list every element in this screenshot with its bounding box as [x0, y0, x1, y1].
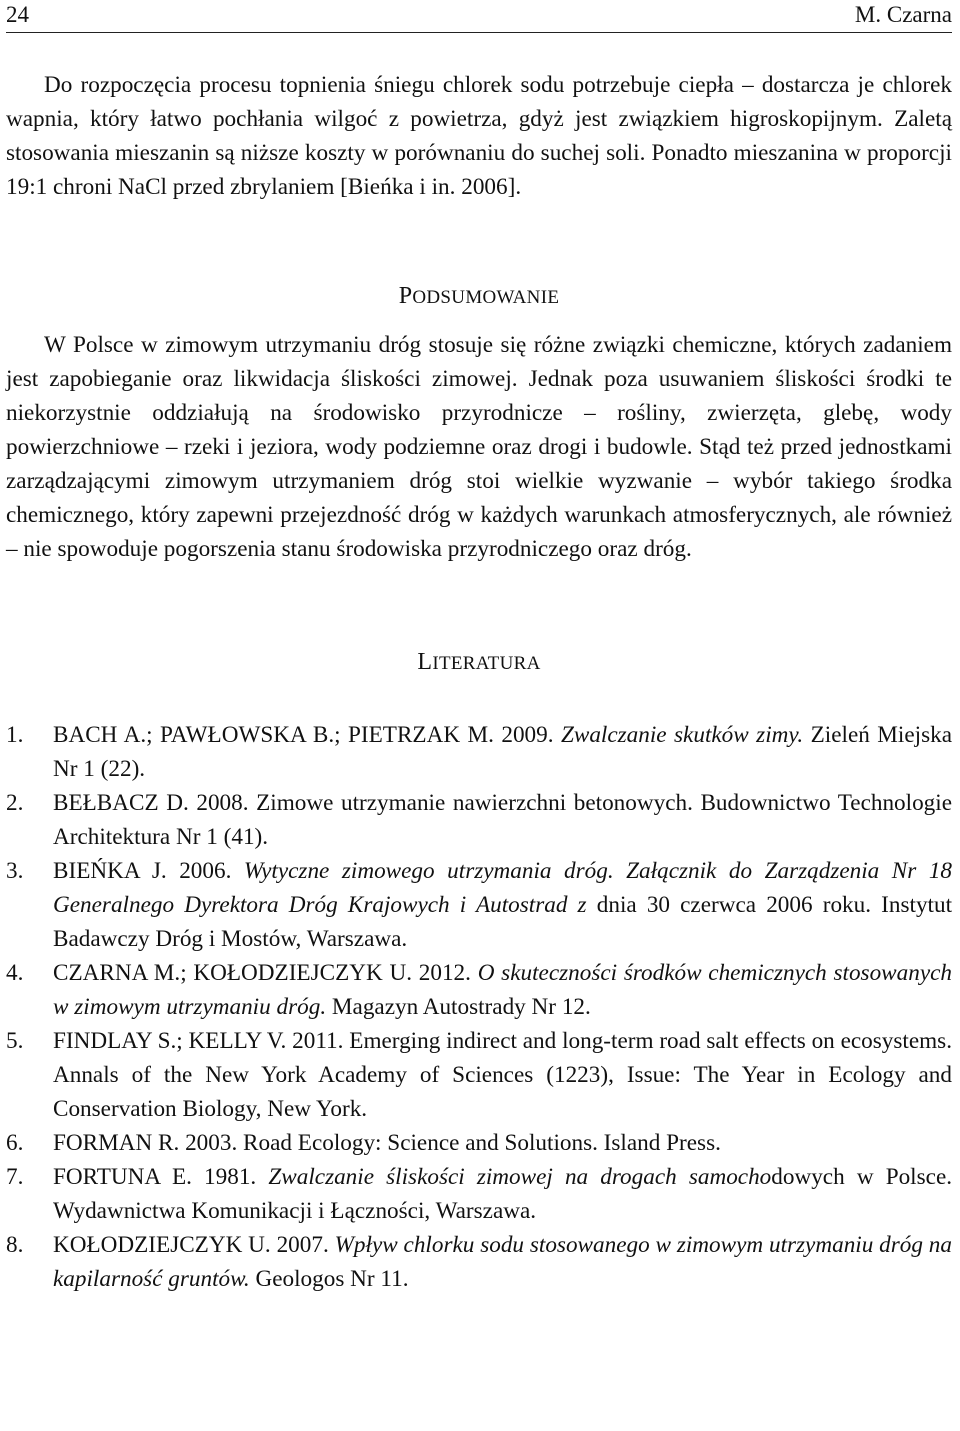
- reference-source: dnia 30 czerwca 2006 roku. Instytut Badawczy Dróg i Mostów, Warszawa.: [53, 892, 953, 952]
- reference-number: 7.: [6, 1164, 24, 1190]
- literature-heading-initial: L: [417, 649, 433, 675]
- reference-authors: CZARNA M.; KOŁODZIEJCZYK U. 2012.: [53, 960, 471, 986]
- reference-item: [6, 1228, 952, 1296]
- reference-item: [6, 854, 952, 956]
- reference-number: 1.: [6, 722, 24, 748]
- reference-authors: FORMAN R. 2003.: [53, 1130, 238, 1156]
- intro-paragraph: Do rozpoczęcia procesu topnienia śniegu chlorek sodu potrzebuje ciepła – dostarcza je chlorek wapnia, który łatwo pochłania wilgoć z powietrza, gdyż jest związkiem higroskopijnym. Zaletą stosowania mieszanin są niższe koszty w porównaniu do suchej soli. Ponadto mieszanina w proporcji 19:1 chroni NaCl przed zbrylaniem [Bieńka i in. 2006].: [6, 72, 952, 200]
- reference-number: 8.: [6, 1232, 24, 1258]
- reference-authors: BACH A.; PAWŁOWSKA B.; PIETRZAK M. 2009.: [53, 722, 554, 748]
- running-header: [6, 0, 952, 33]
- reference-source: Emerging indirect and long-term road salt effects on ecosystems. Annals of the New York Academy of Sciences (1223), Issue: The Year in Ecology and Conservation Biology, New York.: [53, 1028, 952, 1122]
- reference-number: 5.: [6, 1028, 24, 1054]
- reference-title: Wpływ chlorku sodu stosowanego w zimowym utrzymaniu dróg na kapilarność gruntów.: [53, 1232, 952, 1292]
- reference-authors: KOŁODZIEJCZYK U. 2007.: [53, 1232, 329, 1258]
- summary-paragraph: W Polsce w zimowym utrzymaniu dróg stosuje się różne związki chemiczne, których zadaniem jest zapobieganie oraz likwidacja śliskości zimowej. Jednak poza usuwaniem śliskości środki te niekorzystnie oddziałują na środowisko przyrodnicze – rośliny, zwierzęta, glebę, wody powierzchniowe – rzeki i jeziora, wody podziemne oraz drogi i budowle. Stąd też przed jednostkami zarządzającymi zimowym utrzymaniem dróg stoi wielkie wyzwanie – wybór takiego środka chemicznego, który zapewni przejezdność dróg w każdych warunkach atmosferycznych, ale również – nie spowoduje pogorszenia stanu środowiska przyrodniczego oraz dróg.: [6, 332, 952, 562]
- reference-source: Geologos Nr 11.: [255, 1266, 409, 1292]
- summary-heading: [6, 276, 952, 316]
- reference-authors: FINDLAY S.; KELLY V. 2011.: [53, 1028, 344, 1054]
- reference-authors: FORTUNA E. 1981.: [53, 1164, 257, 1190]
- reference-source: Zieleń Miejska Nr 1 (22).: [53, 722, 953, 782]
- reference-source: dowych w Polsce. Wydawnictwa Komunikacji i Łączności, Warszawa.: [53, 1164, 953, 1224]
- running-author: M. Czarna: [854, 2, 952, 27]
- reference-item: [6, 1024, 952, 1126]
- reference-number: 4.: [6, 960, 24, 986]
- page-body: [6, 68, 952, 1296]
- reference-list: [6, 718, 952, 1296]
- reference-title: O skuteczności środków chemicznych stosowanych w zimowym utrzymaniu dróg.: [53, 960, 952, 1020]
- reference-item: [6, 718, 952, 786]
- reference-item: [6, 786, 952, 854]
- reference-authors: BEŁBACZ D. 2008.: [53, 790, 249, 816]
- reference-title: Wytyczne zimowego utrzymania dróg. Załącznik do Zarządzenia Nr 18 Generalnego Dyrektora Dróg Krajowych i Autostrad z: [53, 858, 953, 918]
- reference-number: 3.: [6, 858, 24, 884]
- reference-item: [6, 1126, 952, 1160]
- reference-item: [6, 1160, 952, 1228]
- literature-heading: [6, 642, 952, 682]
- reference-number: 2.: [6, 790, 24, 816]
- reference-source: Road Ecology: Science and Solutions. Island Press.: [243, 1130, 721, 1156]
- reference-number: 6.: [6, 1130, 24, 1156]
- reference-item: [6, 956, 952, 1024]
- reference-title: Zwalczanie skutków zimy.: [560, 722, 804, 748]
- reference-source: Zimowe utrzymanie nawierzchni betonowych. Budownictwo Technologie Architektura Nr 1 (41).: [53, 790, 953, 850]
- summary-heading-initial: P: [398, 283, 413, 309]
- reference-authors: BIEŃKA J. 2006.: [53, 858, 232, 884]
- summary-heading-rest: ODSUMOWANIE: [412, 287, 560, 308]
- literature-heading-rest: ITERATURA: [432, 653, 541, 674]
- reference-title: Zwalczanie śliskości zimowej na drogach samocho: [268, 1164, 772, 1190]
- page-number: 24: [6, 2, 29, 27]
- reference-source: Magazyn Autostrady Nr 12.: [331, 994, 591, 1020]
